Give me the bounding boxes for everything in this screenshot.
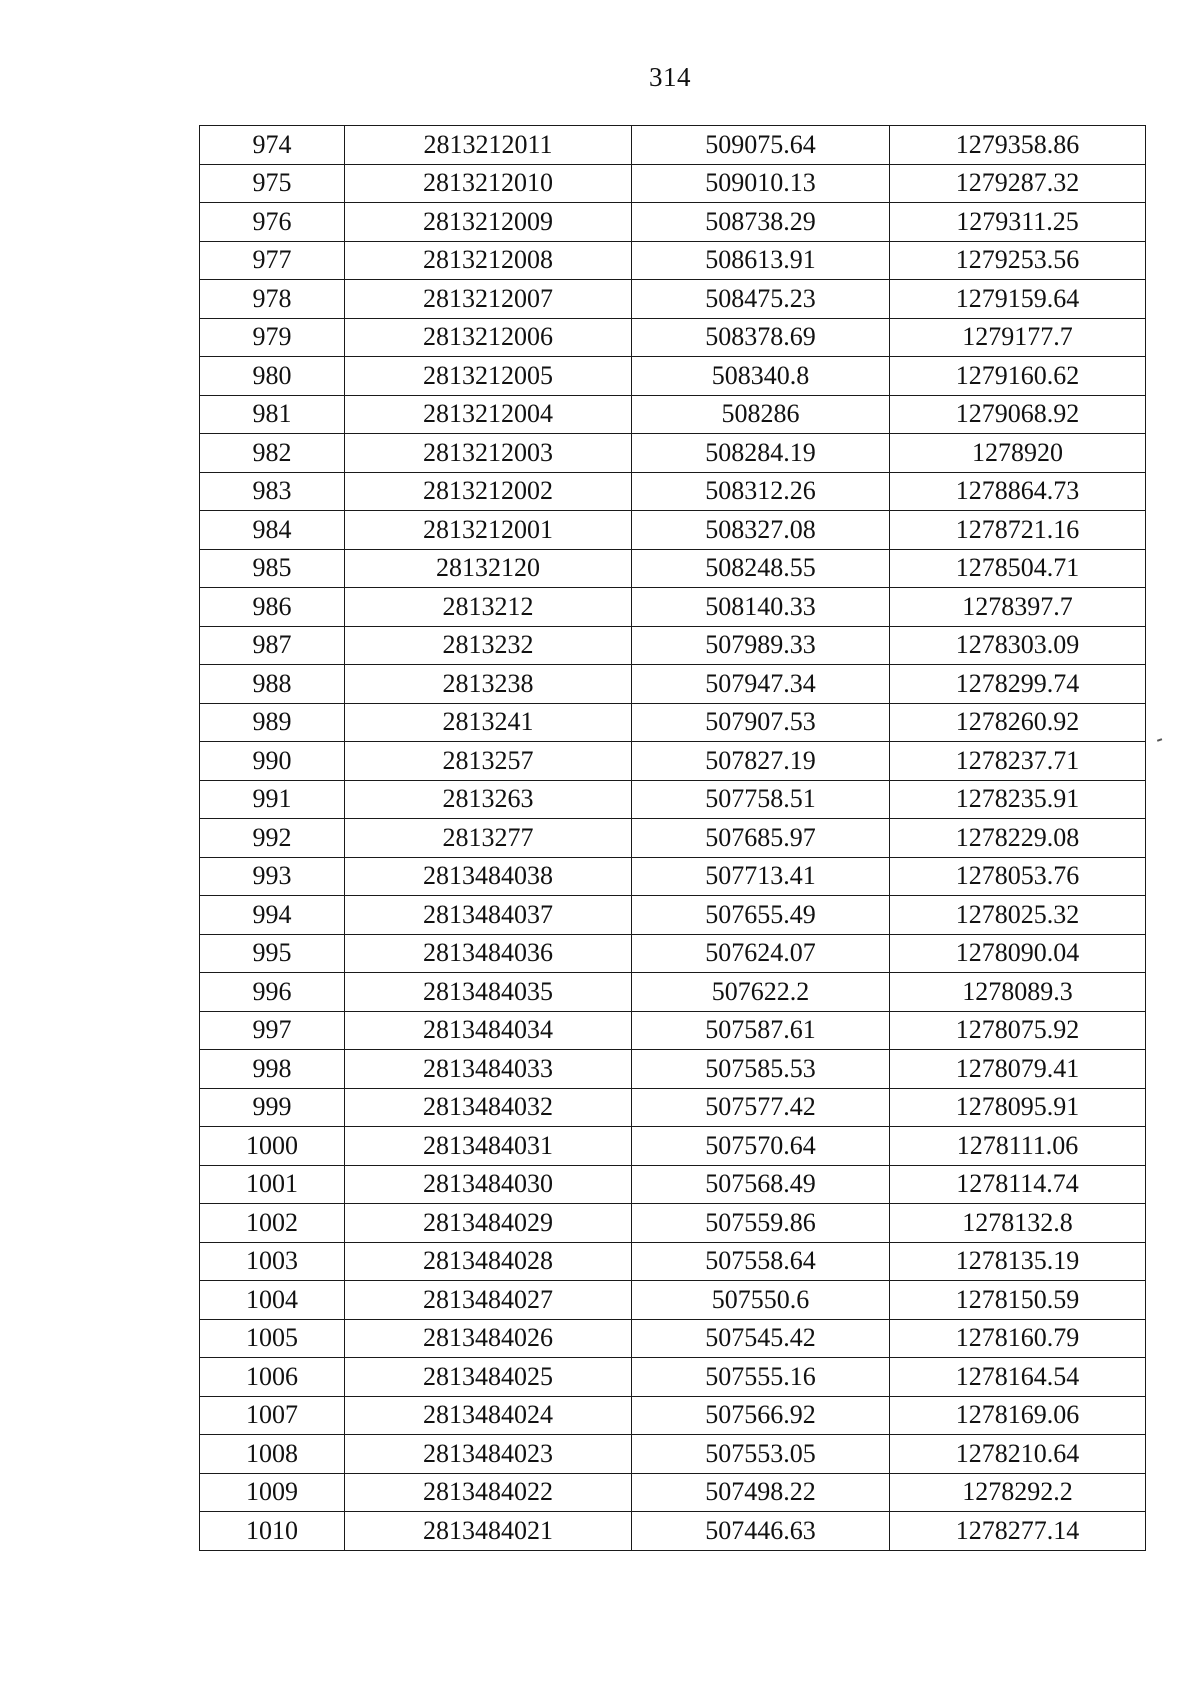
point-id-cell: 2813484038 xyxy=(345,857,632,896)
x-coordinate-cell: 507827.19 xyxy=(632,742,890,781)
table-row xyxy=(200,665,1146,704)
row-number-cell: 986 xyxy=(200,588,345,627)
x-coordinate-cell: 507685.97 xyxy=(632,819,890,858)
y-coordinate-cell: 1278920 xyxy=(890,434,1146,473)
y-coordinate-cell: 1278235.91 xyxy=(890,780,1146,819)
row-number-cell: 1007 xyxy=(200,1396,345,1435)
point-id-cell: 2813484036 xyxy=(345,934,632,973)
x-coordinate-cell: 507577.42 xyxy=(632,1088,890,1127)
point-id-cell: 2813241 xyxy=(345,703,632,742)
point-id-cell: 2813484027 xyxy=(345,1281,632,1320)
y-coordinate-cell: 1278303.09 xyxy=(890,626,1146,665)
table-row xyxy=(200,588,1146,627)
table-row xyxy=(200,973,1146,1012)
point-id-cell: 2813484029 xyxy=(345,1204,632,1243)
x-coordinate-cell: 507559.86 xyxy=(632,1204,890,1243)
point-id-cell: 2813212002 xyxy=(345,472,632,511)
y-coordinate-cell: 1278075.92 xyxy=(890,1011,1146,1050)
y-coordinate-cell: 1279358.86 xyxy=(890,126,1146,165)
table-row xyxy=(200,1435,1146,1474)
table-row xyxy=(200,819,1146,858)
row-number-cell: 983 xyxy=(200,472,345,511)
y-coordinate-cell: 1278160.79 xyxy=(890,1319,1146,1358)
table-row xyxy=(200,434,1146,473)
point-id-cell: 2813484025 xyxy=(345,1358,632,1397)
point-id-cell: 2813484032 xyxy=(345,1088,632,1127)
y-coordinate-cell: 1278277.14 xyxy=(890,1512,1146,1551)
table-row xyxy=(200,1281,1146,1320)
y-coordinate-cell: 1278089.3 xyxy=(890,973,1146,1012)
y-coordinate-cell: 1278292.2 xyxy=(890,1473,1146,1512)
table-row xyxy=(200,857,1146,896)
table-row xyxy=(200,742,1146,781)
point-id-cell: 2813484030 xyxy=(345,1165,632,1204)
coordinate-table xyxy=(199,125,1146,1551)
x-coordinate-cell: 507570.64 xyxy=(632,1127,890,1166)
row-number-cell: 996 xyxy=(200,973,345,1012)
row-number-cell: 998 xyxy=(200,1050,345,1089)
y-coordinate-cell: 1278025.32 xyxy=(890,896,1146,935)
y-coordinate-cell: 1278229.08 xyxy=(890,819,1146,858)
y-coordinate-cell: 1278079.41 xyxy=(890,1050,1146,1089)
x-coordinate-cell: 508340.8 xyxy=(632,357,890,396)
x-coordinate-cell: 508475.23 xyxy=(632,280,890,319)
x-coordinate-cell: 507558.64 xyxy=(632,1242,890,1281)
table-row xyxy=(200,1512,1146,1551)
table-row xyxy=(200,395,1146,434)
table-row xyxy=(200,241,1146,280)
y-coordinate-cell: 1278237.71 xyxy=(890,742,1146,781)
y-coordinate-cell: 1278210.64 xyxy=(890,1435,1146,1474)
point-id-cell: 2813212 xyxy=(345,588,632,627)
row-number-cell: 1005 xyxy=(200,1319,345,1358)
table-row xyxy=(200,511,1146,550)
row-number-cell: 989 xyxy=(200,703,345,742)
x-coordinate-cell: 507622.2 xyxy=(632,973,890,1012)
x-coordinate-cell: 508327.08 xyxy=(632,511,890,550)
table-row xyxy=(200,280,1146,319)
x-coordinate-cell: 507989.33 xyxy=(632,626,890,665)
row-number-cell: 980 xyxy=(200,357,345,396)
point-id-cell: 2813212009 xyxy=(345,203,632,242)
table-row xyxy=(200,896,1146,935)
y-coordinate-cell: 1278299.74 xyxy=(890,665,1146,704)
x-coordinate-cell: 507498.22 xyxy=(632,1473,890,1512)
row-number-cell: 991 xyxy=(200,780,345,819)
row-number-cell: 1008 xyxy=(200,1435,345,1474)
row-number-cell: 993 xyxy=(200,857,345,896)
point-id-cell: 2813484031 xyxy=(345,1127,632,1166)
table-row xyxy=(200,549,1146,588)
page-number: 314 xyxy=(649,62,691,92)
x-coordinate-cell: 509010.13 xyxy=(632,164,890,203)
row-number-cell: 995 xyxy=(200,934,345,973)
y-coordinate-cell: 1279068.92 xyxy=(890,395,1146,434)
point-id-cell: 2813232 xyxy=(345,626,632,665)
table-row xyxy=(200,203,1146,242)
table-row xyxy=(200,1011,1146,1050)
row-number-cell: 1010 xyxy=(200,1512,345,1551)
point-id-cell: 2813212004 xyxy=(345,395,632,434)
x-coordinate-cell: 507585.53 xyxy=(632,1050,890,1089)
point-id-cell: 2813484022 xyxy=(345,1473,632,1512)
point-id-cell: 2813212005 xyxy=(345,357,632,396)
x-coordinate-cell: 508286 xyxy=(632,395,890,434)
point-id-cell: 2813484035 xyxy=(345,973,632,1012)
row-number-cell: 974 xyxy=(200,126,345,165)
point-id-cell: 2813484023 xyxy=(345,1435,632,1474)
table-row xyxy=(200,318,1146,357)
row-number-cell: 982 xyxy=(200,434,345,473)
point-id-cell: 2813212011 xyxy=(345,126,632,165)
point-id-cell: 2813484024 xyxy=(345,1396,632,1435)
y-coordinate-cell: 1278164.54 xyxy=(890,1358,1146,1397)
row-number-cell: 1002 xyxy=(200,1204,345,1243)
y-coordinate-cell: 1278864.73 xyxy=(890,472,1146,511)
table-row xyxy=(200,780,1146,819)
row-number-cell: 994 xyxy=(200,896,345,935)
point-id-cell: 2813212006 xyxy=(345,318,632,357)
x-coordinate-cell: 507713.41 xyxy=(632,857,890,896)
x-coordinate-cell: 507624.07 xyxy=(632,934,890,973)
point-id-cell: 2813257 xyxy=(345,742,632,781)
x-coordinate-cell: 507553.05 xyxy=(632,1435,890,1474)
y-coordinate-cell: 1279287.32 xyxy=(890,164,1146,203)
point-id-cell: 2813238 xyxy=(345,665,632,704)
y-coordinate-cell: 1278169.06 xyxy=(890,1396,1146,1435)
table-row xyxy=(200,1050,1146,1089)
table-row xyxy=(200,1473,1146,1512)
y-coordinate-cell: 1278095.91 xyxy=(890,1088,1146,1127)
coordinate-table-container xyxy=(199,125,1145,1551)
point-id-cell: 2813212001 xyxy=(345,511,632,550)
row-number-cell: 985 xyxy=(200,549,345,588)
point-id-cell: 2813263 xyxy=(345,780,632,819)
x-coordinate-cell: 507446.63 xyxy=(632,1512,890,1551)
point-id-cell: 2813484034 xyxy=(345,1011,632,1050)
x-coordinate-cell: 507947.34 xyxy=(632,665,890,704)
y-coordinate-cell: 1278135.19 xyxy=(890,1242,1146,1281)
x-coordinate-cell: 508378.69 xyxy=(632,318,890,357)
point-id-cell: 2813212008 xyxy=(345,241,632,280)
point-id-cell: 2813484026 xyxy=(345,1319,632,1358)
point-id-cell: 2813212003 xyxy=(345,434,632,473)
row-number-cell: 984 xyxy=(200,511,345,550)
x-coordinate-cell: 508248.55 xyxy=(632,549,890,588)
y-coordinate-cell: 1279160.62 xyxy=(890,357,1146,396)
table-row xyxy=(200,1319,1146,1358)
x-coordinate-cell: 507758.51 xyxy=(632,780,890,819)
y-coordinate-cell: 1278053.76 xyxy=(890,857,1146,896)
y-coordinate-cell: 1278111.06 xyxy=(890,1127,1146,1166)
row-number-cell: 981 xyxy=(200,395,345,434)
table-row xyxy=(200,164,1146,203)
x-coordinate-cell: 508140.33 xyxy=(632,588,890,627)
x-coordinate-cell: 507655.49 xyxy=(632,896,890,935)
table-row xyxy=(200,1396,1146,1435)
x-coordinate-cell: 508312.26 xyxy=(632,472,890,511)
row-number-cell: 1000 xyxy=(200,1127,345,1166)
row-number-cell: 987 xyxy=(200,626,345,665)
table-row xyxy=(200,357,1146,396)
x-coordinate-cell: 507568.49 xyxy=(632,1165,890,1204)
y-coordinate-cell: 1279311.25 xyxy=(890,203,1146,242)
row-number-cell: 990 xyxy=(200,742,345,781)
row-number-cell: 992 xyxy=(200,819,345,858)
row-number-cell: 978 xyxy=(200,280,345,319)
row-number-cell: 997 xyxy=(200,1011,345,1050)
row-number-cell: 1001 xyxy=(200,1165,345,1204)
y-coordinate-cell: 1278150.59 xyxy=(890,1281,1146,1320)
x-coordinate-cell: 508738.29 xyxy=(632,203,890,242)
row-number-cell: 1006 xyxy=(200,1358,345,1397)
x-coordinate-cell: 507587.61 xyxy=(632,1011,890,1050)
row-number-cell: 976 xyxy=(200,203,345,242)
table-row xyxy=(200,626,1146,665)
y-coordinate-cell: 1279159.64 xyxy=(890,280,1146,319)
table-body xyxy=(200,126,1146,1551)
point-id-cell: 2813484037 xyxy=(345,896,632,935)
y-coordinate-cell: 1278090.04 xyxy=(890,934,1146,973)
y-coordinate-cell: 1278721.16 xyxy=(890,511,1146,550)
row-number-cell: 979 xyxy=(200,318,345,357)
row-number-cell: 1009 xyxy=(200,1473,345,1512)
table-row xyxy=(200,703,1146,742)
point-id-cell: 2813484033 xyxy=(345,1050,632,1089)
row-number-cell: 975 xyxy=(200,164,345,203)
table-row xyxy=(200,1165,1146,1204)
x-coordinate-cell: 507566.92 xyxy=(632,1396,890,1435)
table-row xyxy=(200,1127,1146,1166)
table-row xyxy=(200,126,1146,165)
table-row xyxy=(200,1088,1146,1127)
y-coordinate-cell: 1278397.7 xyxy=(890,588,1146,627)
table-row xyxy=(200,472,1146,511)
point-id-cell: 2813277 xyxy=(345,819,632,858)
table-row xyxy=(200,1358,1146,1397)
row-number-cell: 977 xyxy=(200,241,345,280)
x-coordinate-cell: 508284.19 xyxy=(632,434,890,473)
x-coordinate-cell: 507555.16 xyxy=(632,1358,890,1397)
y-coordinate-cell: 1278132.8 xyxy=(890,1204,1146,1243)
table-row xyxy=(200,1204,1146,1243)
table-row xyxy=(200,934,1146,973)
table-row xyxy=(200,1242,1146,1281)
scan-speck xyxy=(1157,738,1162,741)
y-coordinate-cell: 1278504.71 xyxy=(890,549,1146,588)
point-id-cell: 2813212007 xyxy=(345,280,632,319)
point-id-cell: 2813212010 xyxy=(345,164,632,203)
row-number-cell: 988 xyxy=(200,665,345,704)
y-coordinate-cell: 1279253.56 xyxy=(890,241,1146,280)
x-coordinate-cell: 507907.53 xyxy=(632,703,890,742)
point-id-cell: 2813484028 xyxy=(345,1242,632,1281)
x-coordinate-cell: 507550.6 xyxy=(632,1281,890,1320)
y-coordinate-cell: 1279177.7 xyxy=(890,318,1146,357)
point-id-cell: 2813484021 xyxy=(345,1512,632,1551)
point-id-cell: 28132120 xyxy=(345,549,632,588)
y-coordinate-cell: 1278260.92 xyxy=(890,703,1146,742)
row-number-cell: 1004 xyxy=(200,1281,345,1320)
x-coordinate-cell: 507545.42 xyxy=(632,1319,890,1358)
x-coordinate-cell: 509075.64 xyxy=(632,126,890,165)
row-number-cell: 1003 xyxy=(200,1242,345,1281)
y-coordinate-cell: 1278114.74 xyxy=(890,1165,1146,1204)
x-coordinate-cell: 508613.91 xyxy=(632,241,890,280)
row-number-cell: 999 xyxy=(200,1088,345,1127)
